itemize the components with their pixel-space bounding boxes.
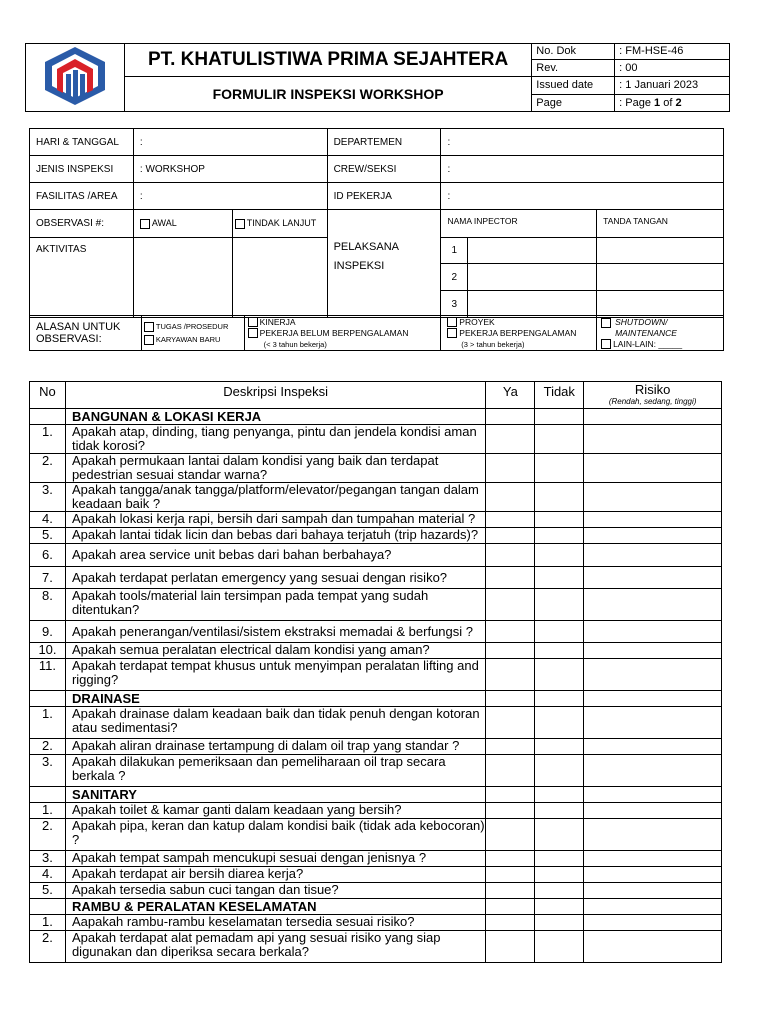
item-description: Apakah pipa, keran dan katup dalam kondisi baik (tidak ada kebocoran) ? — [65, 819, 485, 851]
item-number: 2. — [30, 454, 66, 483]
risiko-cell[interactable] — [584, 621, 722, 643]
awal-checkbox[interactable] — [140, 219, 150, 229]
section-row — [30, 409, 722, 425]
table-row — [30, 867, 722, 883]
tidak-cell[interactable] — [535, 707, 584, 739]
meta-label: No. Dok — [532, 44, 615, 60]
risiko-cell[interactable] — [584, 643, 722, 659]
item-description: Apakah drainase dalam keadaan baik dan tidak penuh dengan kotoran atau sedimentasi? — [65, 707, 485, 739]
risiko-cell[interactable] — [584, 803, 722, 819]
item-number: 1. — [30, 707, 66, 739]
table-row — [30, 931, 722, 963]
risiko-cell[interactable] — [584, 915, 722, 931]
label-aktivitas: AKTIVITAS — [30, 238, 134, 318]
inspector-sign-field[interactable] — [597, 291, 724, 318]
item-description: Apakah permukaan lantai dalam kondisi yang baik dan terdapat pedestrian sesuai standar warna? — [65, 454, 485, 483]
table-row — [30, 643, 722, 659]
tidak-cell[interactable] — [535, 425, 584, 454]
label-observasi: OBSERVASI #: — [30, 210, 134, 238]
pekerja-belum-checkbox[interactable] — [248, 328, 258, 338]
table-row — [30, 659, 722, 691]
option-pekerja-belum[interactable]: PEKERJA BELUM BERPENGALAMAN — [248, 328, 441, 339]
ya-cell[interactable] — [486, 528, 535, 544]
section-title: BANGUNAN & LOKASI KERJA — [65, 409, 485, 425]
label-id-pekerja: ID PEKERJA — [327, 183, 441, 210]
meta-label: Rev. — [532, 59, 615, 76]
label-tanda-tangan: TANDA TANGAN — [597, 210, 724, 238]
ya-cell[interactable] — [486, 803, 535, 819]
item-description: Apakah tools/material lain tersimpan pada tempat yang sudah ditentukan? — [65, 589, 485, 621]
table-row — [30, 803, 722, 819]
item-number: 5. — [30, 528, 66, 544]
section-title: SANITARY — [65, 787, 485, 803]
item-description: Apakah atap, dinding, tiang penyanga, pintu dan jendela kondisi aman tidak korosi? — [65, 425, 485, 454]
tidak-cell[interactable] — [535, 851, 584, 867]
risiko-cell[interactable] — [584, 931, 722, 963]
header-table — [25, 43, 730, 112]
ya-cell[interactable] — [486, 659, 535, 691]
ya-cell[interactable] — [486, 931, 535, 963]
item-description: Apakah terdapat tempat khusus untuk menyimpan peralatan lifting and rigging? — [65, 659, 485, 691]
ya-cell[interactable] — [486, 643, 535, 659]
meta-value: : FM-HSE-46 — [615, 44, 730, 60]
risiko-cell[interactable] — [584, 425, 722, 454]
label-hari-tanggal: HARI & TANGGAL — [30, 129, 134, 156]
karyawan-baru-checkbox[interactable] — [144, 335, 154, 345]
tidak-cell[interactable] — [535, 589, 584, 621]
risiko-cell[interactable] — [584, 659, 722, 691]
pekerja-berpengalaman-checkbox[interactable] — [447, 328, 457, 338]
section-row — [30, 899, 722, 915]
label-pelaksana: PELAKSANA INSPEKSI — [327, 210, 441, 318]
meta-value: : 00 — [615, 59, 730, 76]
aktivitas-field[interactable] — [133, 238, 232, 318]
inspection-checklist — [29, 381, 722, 963]
table-row — [30, 707, 722, 739]
meta-value: : 1 Januari 2023 — [615, 76, 730, 94]
ya-cell[interactable] — [486, 915, 535, 931]
inspector-sign-field[interactable] — [597, 238, 724, 264]
ya-cell[interactable] — [486, 755, 535, 787]
ya-cell[interactable] — [486, 454, 535, 483]
item-description: Apakah tersedia sabun cuci tangan dan tisue? — [65, 883, 485, 899]
ya-cell[interactable] — [486, 589, 535, 621]
risiko-cell[interactable] — [584, 883, 722, 899]
ya-cell[interactable] — [486, 819, 535, 851]
table-row — [30, 544, 722, 567]
item-description: Apakah terdapat air bersih diarea kerja? — [65, 867, 485, 883]
item-description: Apakah toilet & kamar ganti dalam keadaan yang bersih? — [65, 803, 485, 819]
col-no: No — [30, 382, 66, 409]
risiko-cell[interactable] — [584, 819, 722, 851]
item-number: 6. — [30, 544, 66, 567]
table-row — [30, 915, 722, 931]
table-row — [30, 567, 722, 589]
tidak-cell[interactable] — [535, 643, 584, 659]
ya-cell[interactable] — [486, 883, 535, 899]
item-number: 9. — [30, 621, 66, 643]
inspector-name-field[interactable] — [468, 291, 597, 318]
ya-cell[interactable] — [486, 621, 535, 643]
label-alasan-observasi: ALASAN UNTUK OBSERVASI: — [30, 316, 142, 351]
risiko-cell[interactable] — [584, 544, 722, 567]
table-row — [30, 621, 722, 643]
meta-label: Page — [532, 95, 615, 112]
ya-cell[interactable] — [486, 567, 535, 589]
label-fasilitas: FASILITAS /AREA — [30, 183, 134, 210]
item-description: Apakah tempat sampah mencukupi sesuai dengan jenisnya ? — [65, 851, 485, 867]
crew-seksi-field[interactable]: : — [441, 156, 724, 183]
risiko-cell[interactable] — [584, 739, 722, 755]
risiko-cell[interactable] — [584, 851, 722, 867]
tugas-checkbox[interactable] — [144, 322, 154, 332]
ya-cell[interactable] — [486, 867, 535, 883]
jenis-inspeksi-field[interactable]: : WORKSHOP — [133, 156, 327, 183]
item-description: Aapakah rambu-rambu keselamatan tersedia sesuai risiko? — [65, 915, 485, 931]
item-number: 2. — [30, 739, 66, 755]
table-row — [30, 483, 722, 512]
meta-label: Issued date — [532, 76, 615, 94]
ya-cell[interactable] — [486, 544, 535, 567]
tidak-cell[interactable] — [535, 867, 584, 883]
risiko-cell[interactable] — [584, 755, 722, 787]
ya-cell[interactable] — [486, 425, 535, 454]
shutdown-checkbox[interactable] — [601, 318, 611, 328]
section-row — [30, 787, 722, 803]
id-pekerja-field[interactable]: : — [441, 183, 724, 210]
col-risiko: Risiko (Rendah, sedang, tinggi) — [584, 382, 722, 409]
label-crew-seksi: CREW/SEKSI — [327, 156, 441, 183]
inspector-name-field[interactable] — [468, 264, 597, 291]
tidak-cell[interactable] — [535, 915, 584, 931]
item-number: 8. — [30, 589, 66, 621]
table-row — [30, 883, 722, 899]
table-row — [30, 528, 722, 544]
option-tugas-prosedur[interactable]: TUGAS /PROSEDUR — [144, 320, 244, 333]
label-jenis-inspeksi: JENIS INSPEKSI — [30, 156, 134, 183]
risiko-cell[interactable] — [584, 589, 722, 621]
item-number: 1. — [30, 425, 66, 454]
hari-tanggal-field[interactable]: : — [133, 129, 327, 156]
tidak-cell[interactable] — [535, 454, 584, 483]
item-description: Apakah lokasi kerja rapi, bersih dari sampah dan tumpahan material ? — [65, 512, 485, 528]
table-row — [30, 589, 722, 621]
item-number: 2. — [30, 819, 66, 851]
tidak-cell[interactable] — [535, 659, 584, 691]
tidak-cell[interactable] — [535, 567, 584, 589]
risiko-cell[interactable] — [584, 567, 722, 589]
company-logo-icon — [42, 46, 108, 106]
risiko-cell[interactable] — [584, 528, 722, 544]
ya-cell[interactable] — [486, 483, 535, 512]
item-number: 5. — [30, 883, 66, 899]
tidak-cell[interactable] — [535, 528, 584, 544]
item-description: Apakah terdapat perlatan emergency yang sesuai dengan risiko? — [65, 567, 485, 589]
company-name: PT. KHATULISTIWA PRIMA SEJAHTERA — [124, 44, 531, 77]
tindak-lanjut-checkbox[interactable] — [235, 219, 245, 229]
risiko-cell[interactable] — [584, 483, 722, 512]
section-row — [30, 691, 722, 707]
item-number: 1. — [30, 803, 66, 819]
ya-cell[interactable] — [486, 851, 535, 867]
proyek-checkbox[interactable] — [447, 317, 457, 327]
label-nama-inspector: NAMA INPECTOR — [441, 210, 597, 238]
risiko-cell[interactable] — [584, 707, 722, 739]
col-ya: Ya — [486, 382, 535, 409]
item-number: 7. — [30, 567, 66, 589]
pekerja-peng-note: (3 > tahun bekerja) — [461, 339, 525, 349]
item-description: Apakah terdapat alat pemadam api yang sesuai risiko yang siap digunakan dan diperiksa secara berkala? — [65, 931, 485, 963]
item-number: 2. — [30, 931, 66, 963]
ya-cell[interactable] — [486, 707, 535, 739]
inspector-row-number: 3 — [441, 291, 468, 318]
col-deskripsi: Deskripsi Inspeksi — [65, 382, 485, 409]
item-description: Apakah lantai tidak licin dan bebas dari bahaya terjatuh (trip hazards)? — [65, 528, 485, 544]
pekerja-belum-note: (< 3 tahun bekerja) — [263, 339, 327, 349]
inspector-row-number: 2 — [441, 264, 468, 291]
tidak-cell[interactable] — [535, 931, 584, 963]
inspector-sign-field[interactable] — [597, 264, 724, 291]
risiko-cell[interactable] — [584, 867, 722, 883]
option-shutdown[interactable]: SHUTDOWN/ MAINTENANCE — [601, 317, 723, 339]
item-number: 3. — [30, 483, 66, 512]
option-kinerja[interactable]: KINERJA — [248, 317, 441, 328]
tidak-cell[interactable] — [535, 883, 584, 899]
inspector-name-field[interactable] — [468, 238, 597, 264]
item-number: 3. — [30, 851, 66, 867]
form-title: FORMULIR INSPEKSI WORKSHOP — [124, 76, 531, 111]
tidak-cell[interactable] — [535, 621, 584, 643]
table-row — [30, 739, 722, 755]
item-number: 4. — [30, 512, 66, 528]
page-number: : Page 1 of 2 — [615, 95, 730, 112]
section-title: DRAINASE — [65, 691, 485, 707]
section-title: RAMBU & PERALATAN KESELAMATAN — [65, 899, 485, 915]
item-description: Apakah dilakukan pemeriksaan dan pemeliharaan oil trap secara berkala ? — [65, 755, 485, 787]
table-row — [30, 425, 722, 454]
item-number: 1. — [30, 915, 66, 931]
logo-cell — [26, 44, 125, 112]
tidak-cell[interactable] — [535, 803, 584, 819]
table-row — [30, 851, 722, 867]
tidak-cell[interactable] — [535, 819, 584, 851]
option-pekerja-berpengalaman[interactable]: PEKERJA BERPENGALAMAN — [447, 328, 596, 339]
col-tidak: Tidak — [535, 382, 584, 409]
item-number: 11. — [30, 659, 66, 691]
table-row — [30, 512, 722, 528]
risiko-cell[interactable] — [584, 454, 722, 483]
departemen-field[interactable]: : — [441, 129, 724, 156]
kinerja-checkbox[interactable] — [248, 317, 258, 327]
ya-cell[interactable] — [486, 512, 535, 528]
tidak-cell[interactable] — [535, 739, 584, 755]
inspector-row-number: 1 — [441, 238, 468, 264]
aktivitas-field-2[interactable] — [232, 238, 327, 318]
fasilitas-field[interactable]: : — [133, 183, 327, 210]
tidak-cell[interactable] — [535, 483, 584, 512]
table-row — [30, 819, 722, 851]
item-description: Apakah tangga/anak tangga/platform/elevator/pegangan tangan dalam keadaan baik ? — [65, 483, 485, 512]
info-table — [29, 128, 724, 318]
ya-cell[interactable] — [486, 739, 535, 755]
tidak-cell[interactable] — [535, 544, 584, 567]
item-description: Apakah penerangan/ventilasi/sistem ekstraksi memadai & berfungsi ? — [65, 621, 485, 643]
item-description: Apakah area service unit bebas dari bahan berbahaya? — [65, 544, 485, 567]
risiko-cell[interactable] — [584, 512, 722, 528]
option-karyawan-baru[interactable]: KARYAWAN BARU — [144, 333, 244, 346]
option-awal[interactable]: AWAL — [133, 210, 232, 238]
item-number: 3. — [30, 755, 66, 787]
table-row — [30, 755, 722, 787]
option-tindak-lanjut[interactable]: TINDAK LANJUT — [232, 210, 327, 238]
label-departemen: DEPARTEMEN — [327, 129, 441, 156]
option-lain-lain[interactable]: LAIN-LAIN: _____ — [601, 339, 723, 350]
tidak-cell[interactable] — [535, 512, 584, 528]
table-row — [30, 454, 722, 483]
alasan-table — [29, 315, 724, 351]
item-description: Apakah semua peralatan electrical dalam kondisi yang aman? — [65, 643, 485, 659]
option-proyek[interactable]: PROYEK — [447, 317, 596, 328]
item-description: Apakah aliran drainase tertampung di dalam oil trap yang standar ? — [65, 739, 485, 755]
lain-lain-checkbox[interactable] — [601, 339, 611, 349]
item-number: 10. — [30, 643, 66, 659]
tidak-cell[interactable] — [535, 755, 584, 787]
item-number: 4. — [30, 867, 66, 883]
